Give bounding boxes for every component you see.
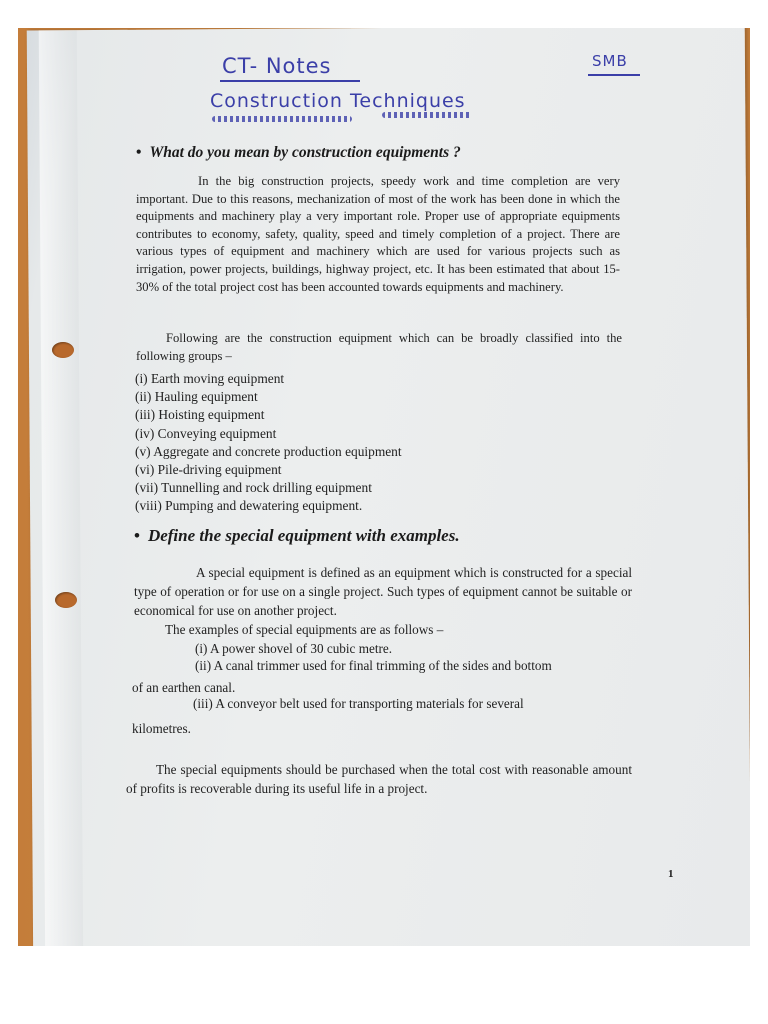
list-item: (v) Aggregate and concrete production equipment [135,443,402,459]
bullet-icon: • [136,144,142,161]
list-item: (ii) Hauling equipment [135,389,258,405]
paragraph-text: A special equipment is defined as an equipment which is constructed for a special type of operation or for use on a single project. Such types of equipment cannot be suitable or economical for use on another project. [134,565,632,618]
paragraph-text: The special equipments should be purchased when the total cost with reasonable amount of profits is recoverable during its useful life in a project. [126,762,632,796]
bullet-icon: • [134,526,140,545]
example-item: (iii) A conveyor belt used for transporting materials for several [193,696,524,711]
equipment-groups-list [135,370,402,516]
section-heading-construction-equipments [136,144,461,162]
page-fold-shadow [39,30,84,946]
handwritten-title: CT- Notes [222,54,332,78]
example-item: (i) A power shovel of 30 cubic metre. [195,641,393,656]
subtitle-wavy-underline-2 [382,112,472,118]
initials-underline [588,74,640,76]
list-item: (vi) Pile-driving equipment [135,462,282,478]
example-item-continued: kilometres. [132,721,191,736]
list-item: (iii) Hoisting equipment [135,407,265,423]
example-item-continued: of an earthen canal. [132,680,236,695]
handwritten-initials: SMB [592,52,628,70]
page-number: 1 [668,868,674,880]
title-underline [220,80,360,82]
heading-text: Define the special equipment with examples. [147,526,460,545]
list-item: (iv) Conveying equipment [135,425,277,441]
example-item: (ii) A canal trimmer used for final trimming of the sides and bottom [195,658,552,673]
heading-text: What do you mean by construction equipments ? [149,144,461,161]
paragraph-text: Following are the construction equipment which can be broadly classified into the following groups – [136,331,622,363]
paragraph-intro [136,173,620,296]
list-item: (viii) Pumping and dewatering equipment. [135,498,363,514]
paragraph-special-definition [134,563,632,620]
punch-hole-top [52,342,74,358]
list-item: (i) Earth moving equipment [135,371,285,386]
subtitle-wavy-underline [212,116,352,122]
paragraph-examples-intro: The examples of special equipments are as follows – [165,622,444,637]
paragraph-classification [136,330,622,365]
handwritten-subtitle: Construction Techniques [210,90,466,112]
section-heading-special-equipment [134,526,460,546]
paragraph-text: In the big construction projects, speedy work and time completion are very important. Due to this reasons, mechanization of most of the work has been done in which the equipments and machinery play a very important role. Proper use of appropriate equipments contributes to economy, safety, quality, speed and timely completion of a project. There are various types of equipment and machinery which are used for various projects such as irrigation, power projects, buildings, highway project, etc. It has been estimated that about 15-30% of the total project cost has been accounted towards equipments and machinery. [136,174,620,294]
punch-hole-bottom [55,592,77,608]
list-item: (vii) Tunnelling and rock drilling equipment [135,480,372,496]
paragraph-closing [126,760,632,798]
